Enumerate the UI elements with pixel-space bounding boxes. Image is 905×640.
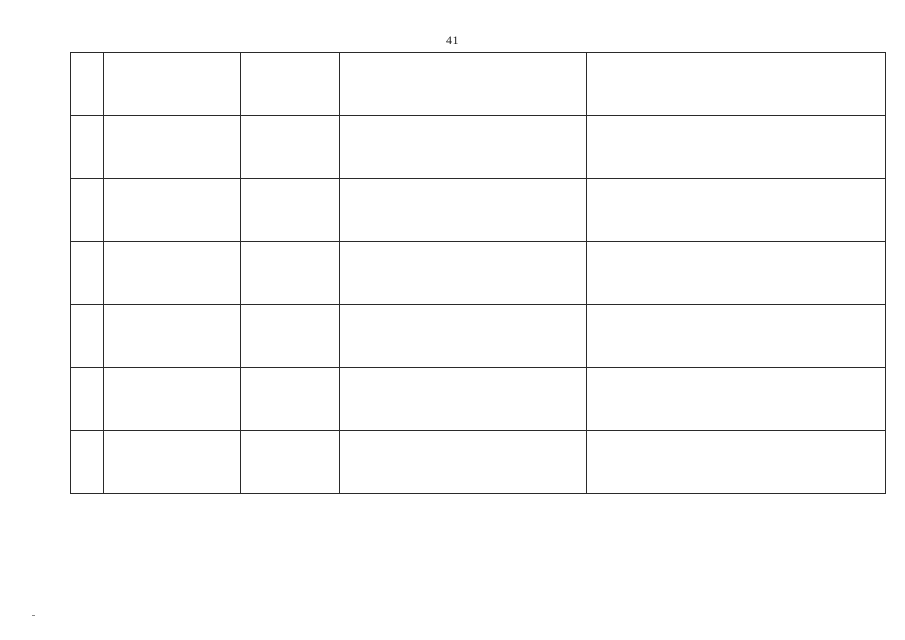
row-number bbox=[71, 53, 104, 116]
row-number bbox=[71, 116, 104, 179]
scan-artifact bbox=[32, 615, 35, 616]
organization-name bbox=[104, 368, 241, 431]
row-number bbox=[71, 305, 104, 368]
organization-name bbox=[104, 116, 241, 179]
organization-name bbox=[104, 305, 241, 368]
table-row bbox=[71, 431, 886, 494]
address-cell bbox=[340, 116, 587, 179]
document-cell bbox=[587, 242, 886, 305]
table-row bbox=[71, 242, 886, 305]
table-row bbox=[71, 116, 886, 179]
document-cell bbox=[587, 53, 886, 116]
organization-name bbox=[104, 242, 241, 305]
document-cell bbox=[587, 305, 886, 368]
inn-code bbox=[241, 179, 340, 242]
inn-code bbox=[241, 116, 340, 179]
address-cell bbox=[340, 179, 587, 242]
row-number bbox=[71, 368, 104, 431]
table-row bbox=[71, 368, 886, 431]
inn-code bbox=[241, 368, 340, 431]
page-number: 41 bbox=[446, 33, 459, 47]
organization-name bbox=[104, 53, 241, 116]
document-cell bbox=[587, 179, 886, 242]
address-cell bbox=[340, 431, 587, 494]
row-number bbox=[71, 431, 104, 494]
address-cell bbox=[340, 53, 587, 116]
organization-name bbox=[104, 179, 241, 242]
address-cell bbox=[340, 368, 587, 431]
document-cell bbox=[587, 431, 886, 494]
inn-code bbox=[241, 431, 340, 494]
inn-code bbox=[241, 242, 340, 305]
address-cell bbox=[340, 242, 587, 305]
inn-code bbox=[241, 305, 340, 368]
document-cell bbox=[587, 368, 886, 431]
table-row bbox=[71, 53, 886, 116]
inn-code bbox=[241, 53, 340, 116]
registry-table bbox=[70, 52, 886, 494]
document-cell bbox=[587, 116, 886, 179]
row-number bbox=[71, 242, 104, 305]
table-row bbox=[71, 305, 886, 368]
table-row bbox=[71, 179, 886, 242]
organization-name bbox=[104, 431, 241, 494]
address-cell bbox=[340, 305, 587, 368]
row-number bbox=[71, 179, 104, 242]
